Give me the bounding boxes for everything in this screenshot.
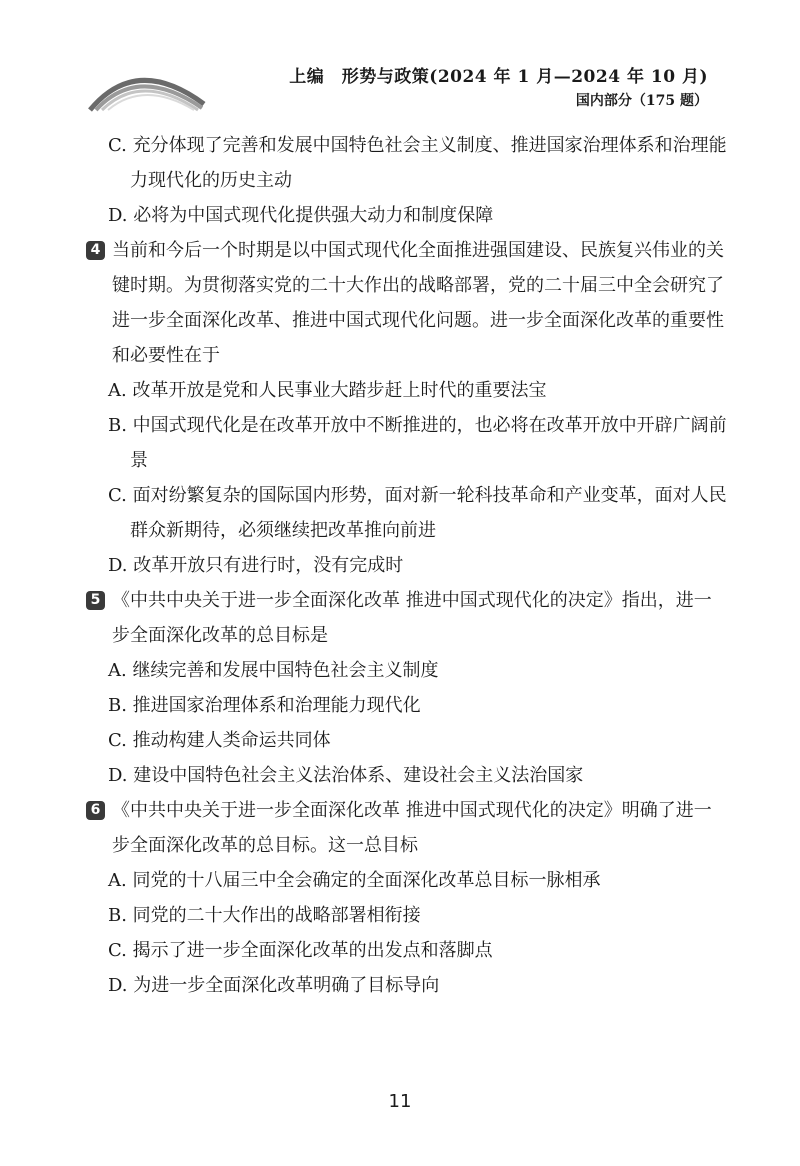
option-b: B. 同党的二十大作出的战略部署相衔接: [108, 905, 421, 926]
question-stem: 《中共中央关于进一步全面深化改革 推进中国式现代化的决定》明确了进一步全面深化改革的总目标。这一总目标: [112, 800, 712, 856]
question-number-badge: 6: [86, 801, 105, 820]
option-c: C. 面对纷繁复杂的国际国内形势，面对新一轮科技革命和产业变革，面对人民群众新期待，必须继续把改革推向前进: [108, 485, 727, 541]
question-stem: 《中共中央关于进一步全面深化改革 推进中国式现代化的决定》指出，进一步全面深化改革的总目标是: [112, 590, 712, 646]
option-d: D. 改革开放只有进行时，没有完成时: [108, 555, 404, 576]
option-b: B. 推进国家治理体系和治理能力现代化: [108, 695, 421, 716]
option-a: A. 改革开放是党和人民事业大踏步赶上时代的重要法宝: [108, 380, 547, 401]
question-number-badge: 5: [86, 591, 105, 610]
header-title: 上编 形势与政策(2024 年 1 月—2024 年 10 月): [289, 67, 708, 87]
option-d-continued: D. 必将为中国式现代化提供强大动力和制度保障: [108, 205, 494, 226]
question-4: [88, 233, 728, 373]
page-header: [0, 0, 800, 125]
option-b: B. 中国式现代化是在改革开放中不断推进的，也必将在改革开放中开辟广阔前景: [108, 415, 727, 471]
option-c-continued: C. 充分体现了完善和发展中国特色社会主义制度、推进国家治理体系和治理能力现代化的历史主动: [108, 135, 727, 191]
arc-logo-icon: [86, 62, 216, 112]
question-content: [88, 128, 728, 1003]
question-stem: 当前和今后一个时期是以中国式现代化全面推进强国建设、民族复兴伟业的关键时期。为贯彻落实党的二十大作出的战略部署，党的二十届三中全会研究了进一步全面深化改革、推进中国式现代化问题。进一步全面深化改革的重要性和必要性在于: [112, 240, 724, 366]
option-d: D. 建设中国特色社会主义法治体系、建设社会主义法治国家: [108, 765, 584, 786]
header-subtitle: 国内部分（175 题）: [575, 93, 708, 109]
page-number: 11: [388, 1091, 412, 1112]
option-c: C. 揭示了进一步全面深化改革的出发点和落脚点: [108, 940, 493, 961]
question-5: [88, 583, 728, 653]
option-c: C. 推动构建人类命运共同体: [108, 730, 331, 751]
option-a: A. 继续完善和发展中国特色社会主义制度: [108, 660, 439, 681]
option-a: A. 同党的十八届三中全会确定的全面深化改革总目标一脉相承: [108, 870, 601, 891]
question-number-badge: 4: [86, 241, 105, 260]
option-d: D. 为进一步全面深化改革明确了目标导向: [108, 975, 440, 996]
question-6: [88, 793, 728, 863]
